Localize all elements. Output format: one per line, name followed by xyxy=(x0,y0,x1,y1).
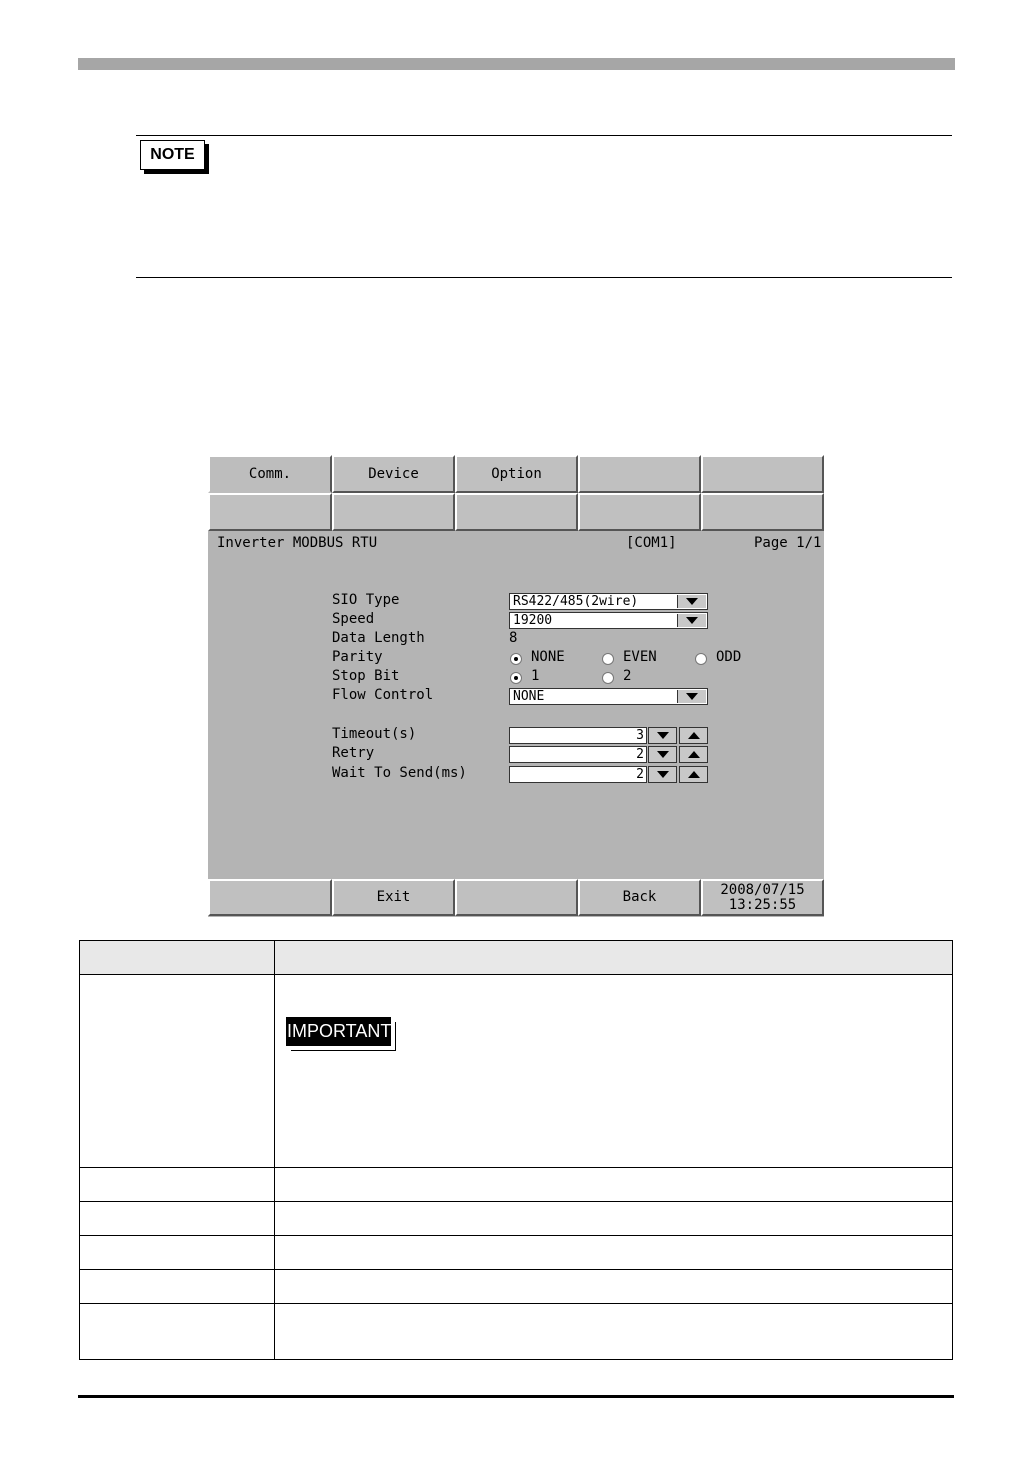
parity-label: Parity xyxy=(332,649,383,665)
wait-to-send-decrement-button[interactable] xyxy=(648,766,677,783)
wait-to-send-input[interactable]: 2 xyxy=(509,766,647,783)
sio-type-value: RS422/485(2wire) xyxy=(513,594,639,609)
wait-to-send-label: Wait To Send(ms) xyxy=(332,765,467,781)
tab-row2-4[interactable] xyxy=(578,493,701,531)
table-row-line xyxy=(80,1269,952,1270)
tab-row2-5[interactable] xyxy=(701,493,824,531)
page-indicator: Page 1/1 xyxy=(754,535,822,551)
table-row-line xyxy=(80,1201,952,1202)
arrow-up-icon xyxy=(688,771,700,778)
sio-type-label: SIO Type xyxy=(332,592,400,608)
stop-bit-label: Stop Bit xyxy=(332,668,400,684)
tab-row2-3[interactable] xyxy=(455,493,578,531)
parity-none-label: NONE xyxy=(531,649,565,665)
timeout-decrement-button[interactable] xyxy=(648,727,677,744)
table-row-line xyxy=(80,1303,952,1304)
arrow-down-icon xyxy=(657,732,669,739)
tab-row2-1[interactable] xyxy=(208,493,332,531)
parity-none-radio[interactable] xyxy=(510,653,522,665)
table-row-line xyxy=(80,1235,952,1236)
arrow-down-icon xyxy=(657,771,669,778)
arrow-up-icon xyxy=(688,732,700,739)
settings-table xyxy=(79,940,953,1360)
tab-empty-2[interactable] xyxy=(701,455,824,493)
wait-to-send-increment-button[interactable] xyxy=(679,766,708,783)
note-bottom-rule xyxy=(136,277,952,278)
bottom-button-3[interactable] xyxy=(455,879,578,916)
tab-device[interactable]: Device xyxy=(332,455,455,493)
tab-row2-2[interactable] xyxy=(332,493,455,531)
chevron-down-icon[interactable] xyxy=(677,595,706,608)
retry-input[interactable]: 2 xyxy=(509,746,647,763)
parity-odd-label: ODD xyxy=(716,649,742,665)
datetime-display xyxy=(701,879,824,916)
tab-option[interactable]: Option xyxy=(455,455,578,493)
note-top-rule xyxy=(136,135,952,136)
chevron-down-icon[interactable] xyxy=(677,690,706,703)
flow-control-select[interactable] xyxy=(509,688,708,705)
flow-control-label: Flow Control xyxy=(332,687,434,703)
driver-name: Inverter MODBUS RTU xyxy=(217,535,378,551)
arrow-down-icon xyxy=(657,751,669,758)
sio-type-select[interactable] xyxy=(509,593,708,610)
header-bar xyxy=(78,58,955,70)
parity-even-label: EVEN xyxy=(623,649,657,665)
flow-control-value: NONE xyxy=(513,689,545,704)
data-length-value: 8 xyxy=(509,630,518,646)
stop-bit-1-label: 1 xyxy=(531,668,540,684)
port-label: [COM1] xyxy=(626,535,677,551)
bottom-button-1[interactable] xyxy=(208,879,332,916)
parity-odd-radio[interactable] xyxy=(695,653,707,665)
back-button[interactable]: Back xyxy=(578,879,701,916)
timeout-label: Timeout(s) xyxy=(332,726,417,742)
stop-bit-2-radio[interactable] xyxy=(602,672,614,684)
exit-button[interactable]: Exit xyxy=(332,879,455,916)
tab-comm[interactable]: Comm. xyxy=(208,455,332,493)
comm-settings-screen xyxy=(208,455,824,917)
time-text: 13:25:55 xyxy=(728,896,797,913)
timeout-increment-button[interactable] xyxy=(679,727,708,744)
table-row-line xyxy=(80,1167,952,1168)
arrow-up-icon xyxy=(688,751,700,758)
chevron-down-icon[interactable] xyxy=(677,614,706,627)
footer-rule xyxy=(78,1395,954,1398)
retry-increment-button[interactable] xyxy=(679,746,708,763)
parity-even-radio[interactable] xyxy=(602,653,614,665)
important-badge: IMPORTANT xyxy=(286,1017,391,1046)
table-header xyxy=(80,941,952,975)
speed-value: 19200 xyxy=(513,613,553,628)
speed-label: Speed xyxy=(332,611,375,627)
stop-bit-2-label: 2 xyxy=(623,668,632,684)
stop-bit-1-radio[interactable] xyxy=(510,672,522,684)
speed-select[interactable] xyxy=(509,612,708,629)
timeout-input[interactable]: 3 xyxy=(509,727,647,744)
tab-empty-1[interactable] xyxy=(578,455,701,493)
note-badge: NOTE xyxy=(140,140,205,170)
date-text: 2008/07/15 xyxy=(720,881,805,898)
table-divider xyxy=(274,941,275,1359)
retry-decrement-button[interactable] xyxy=(648,746,677,763)
retry-label: Retry xyxy=(332,745,375,761)
data-length-label: Data Length xyxy=(332,630,425,646)
